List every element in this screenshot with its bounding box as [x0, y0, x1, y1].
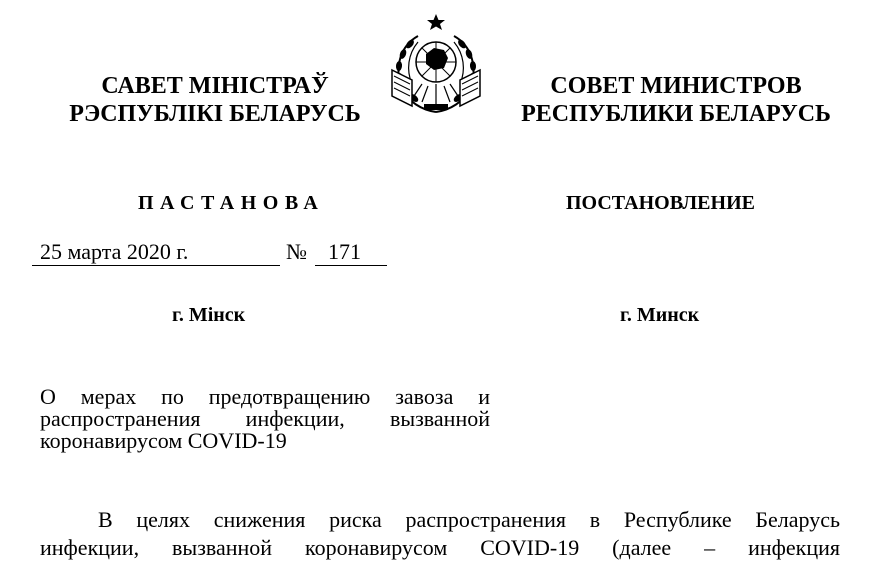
header-left-line2: РЭСПУБЛІКІ БЕЛАРУСЬ — [69, 101, 361, 127]
header-right-line1: СОВЕТ МИНИСТРОВ — [550, 73, 802, 99]
belarus-state-emblem-icon — [388, 12, 484, 116]
document-date: 25 марта 2020 г. — [32, 238, 280, 266]
city-russian: г. Минск — [620, 304, 700, 326]
header-russian — [496, 72, 856, 128]
header-belarusian — [40, 72, 390, 128]
document-title — [40, 386, 490, 452]
doc-type-russian: ПОСТАНОВЛЕНИЕ — [566, 192, 755, 214]
title-line2: распространения инфекции, вызванной — [40, 406, 490, 431]
number-label: № — [286, 239, 307, 264]
header-left-line1: САВЕТ МІНІСТРАЎ — [101, 73, 329, 99]
title-line1: О мерах по предотвращению завоза и — [40, 384, 490, 409]
body-line1: В целях снижения риска распространения в Республике Беларусь — [98, 507, 840, 532]
city-belarusian: г. Мінск — [172, 304, 246, 326]
doc-type-belarusian: ПАСТАНОВА — [138, 192, 325, 214]
header-right-line2: РЕСПУБЛИКИ БЕЛАРУСЬ — [521, 101, 831, 127]
document-body — [40, 506, 840, 562]
title-line3: коронавирусом COVID-19 — [40, 428, 287, 453]
registration-line — [32, 238, 392, 266]
body-line2: инфекции, вызванной коронавирусом COVID-19 (далее – инфекция — [40, 535, 840, 560]
document-number: 171 — [315, 238, 387, 266]
